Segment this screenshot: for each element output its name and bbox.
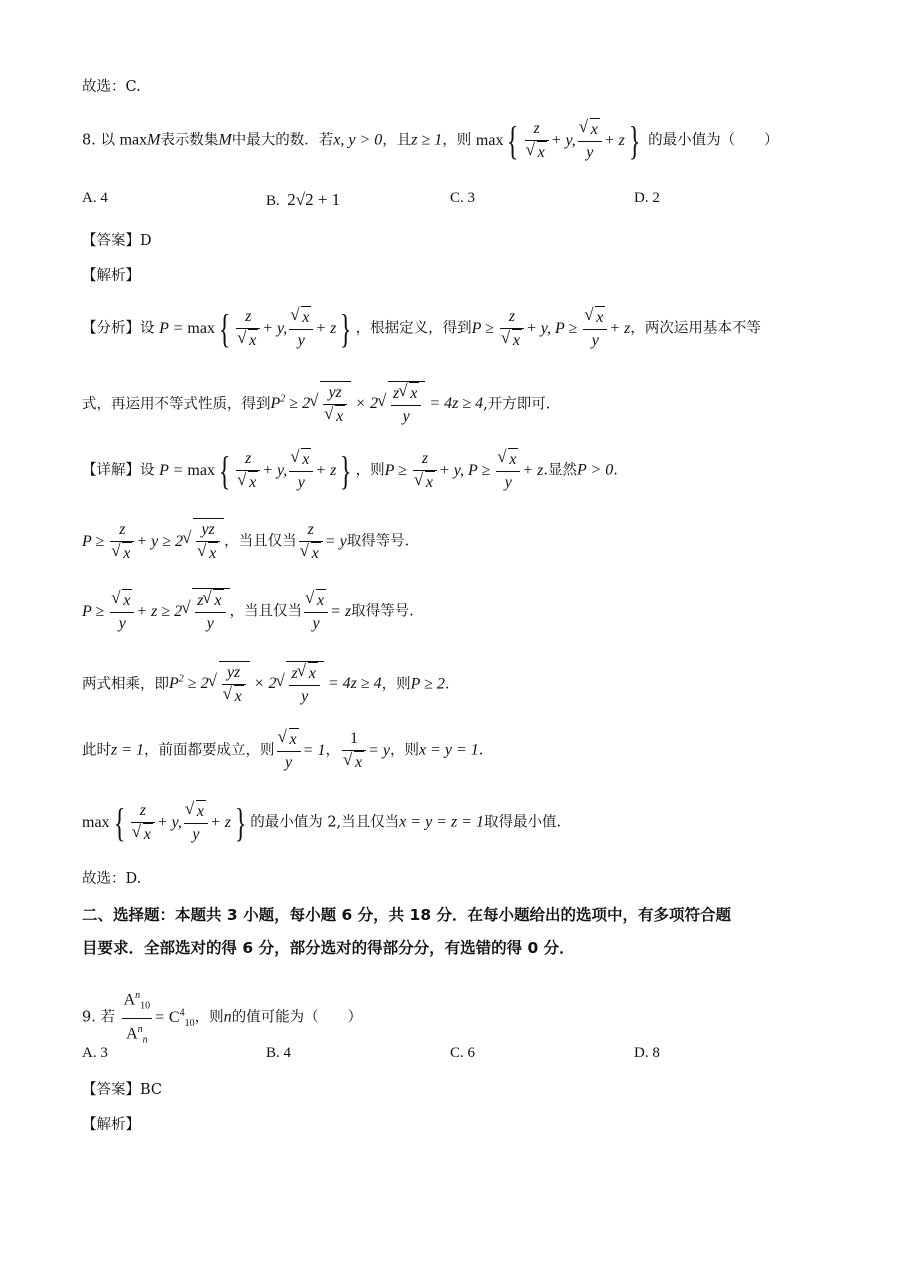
prev-choose: 故选：C.: [82, 79, 141, 95]
q9-stem: 9. 若 $\frac{A^n_{10}}{A^n_n}$ = $C^4_{10}$，则n的值可能为（ ）: [82, 985, 362, 1051]
q9-option-c[interactable]: C. 6: [450, 1045, 476, 1061]
q8-choose: 故选：D.: [82, 871, 142, 887]
q9-option-a[interactable]: A. 3: [82, 1045, 108, 1061]
q8-analysis-line2: 式，再运用不等式性质，得到$P^2 \ge 2$ √ yz √ x × 2 √ $\frac{z√ x}{y}$ = 4z ≥ 4,开方即可.: [82, 378, 550, 428]
q8-analysis-head: 【解析】: [82, 268, 140, 284]
q8-detail-multiply: 两式相乘，即$P^2 \ge 2$ √ yz √ x × 2 √ $\frac{z√ x}{y}$ = 4z ≥ 4，则P ≥ 2.: [82, 658, 450, 708]
q8-detail-ineq2: P ≥ √ $\frac{x}{y}$ + z ≥ 2 √ $\frac{z√ x}{y}$ ，当且仅当 √ $\frac{x}{y}$ = z取得等号.: [82, 588, 414, 635]
q8-analysis-line1: 【分析】设 P = max{ z √ x + y, √ $\frac{x}{y}$ + z} ，根据定义，得到P ≥ z √ x + y, P ≥ √ $\frac{x}{y}$ + z，两次运用基本不等: [82, 306, 761, 352]
q9-answer: 【答案】BC: [82, 1082, 163, 1098]
q8-option-d[interactable]: D. 2: [634, 190, 660, 206]
q9-option-b[interactable]: B. 4: [266, 1045, 292, 1061]
q8-option-b[interactable]: B. 2√2 + 1: [266, 190, 341, 209]
q9-analysis-head: 【解析】: [82, 1117, 140, 1133]
section2-line1: 二、选择题：本题共 3 小题，每小题 6 分，共 18 分．在每小题给出的选项中，有多项符合题: [82, 906, 732, 924]
q8-stem: 8. 以 maxM表示数集M中最大的数．若x, y > 0，且z ≥ 1，则 max{ z √ x + y, √ $\frac{x}{y}$ + z} 的最小值为（ ）: [82, 118, 779, 164]
q8-detail-line1: 【详解】设 P = max{ z √ x + y, √ $\frac{x}{y}$ + z} ，则P ≥ z √ x + y, P ≥ √ $\frac{x}{y}$ + z.显然P > 0.: [82, 448, 618, 494]
q8-max-expression: max{ z √ x + y, √ $\frac{x}{y}$ + z}: [476, 132, 648, 149]
q8-option-c[interactable]: C. 3: [450, 190, 476, 206]
q8-answer: 【答案】D: [82, 233, 152, 249]
q8-option-a[interactable]: A. 4: [82, 190, 108, 206]
q9-option-d[interactable]: D. 8: [634, 1045, 660, 1061]
q8-detail-ineq1: P ≥ z √ x + y ≥ 2 √ yz √ x ，当且仅当 z √ x = y取得等号.: [82, 518, 409, 565]
section2-line2: 目要求．全部选对的得 6 分，部分选对的得部分分，有选错的得 0 分．: [82, 939, 575, 957]
q8-detail-now: 此时z = 1，前面都要成立，则 √ $\frac{x}{y}$ = 1， 1 √ x = y，则x = y = 1.: [82, 728, 483, 774]
q8-detail-min: max{ z √ x + y, √ $\frac{x}{y}$ + z} 的最小值为 2,当且仅当x = y = z = 1取得最小值.: [82, 800, 561, 846]
